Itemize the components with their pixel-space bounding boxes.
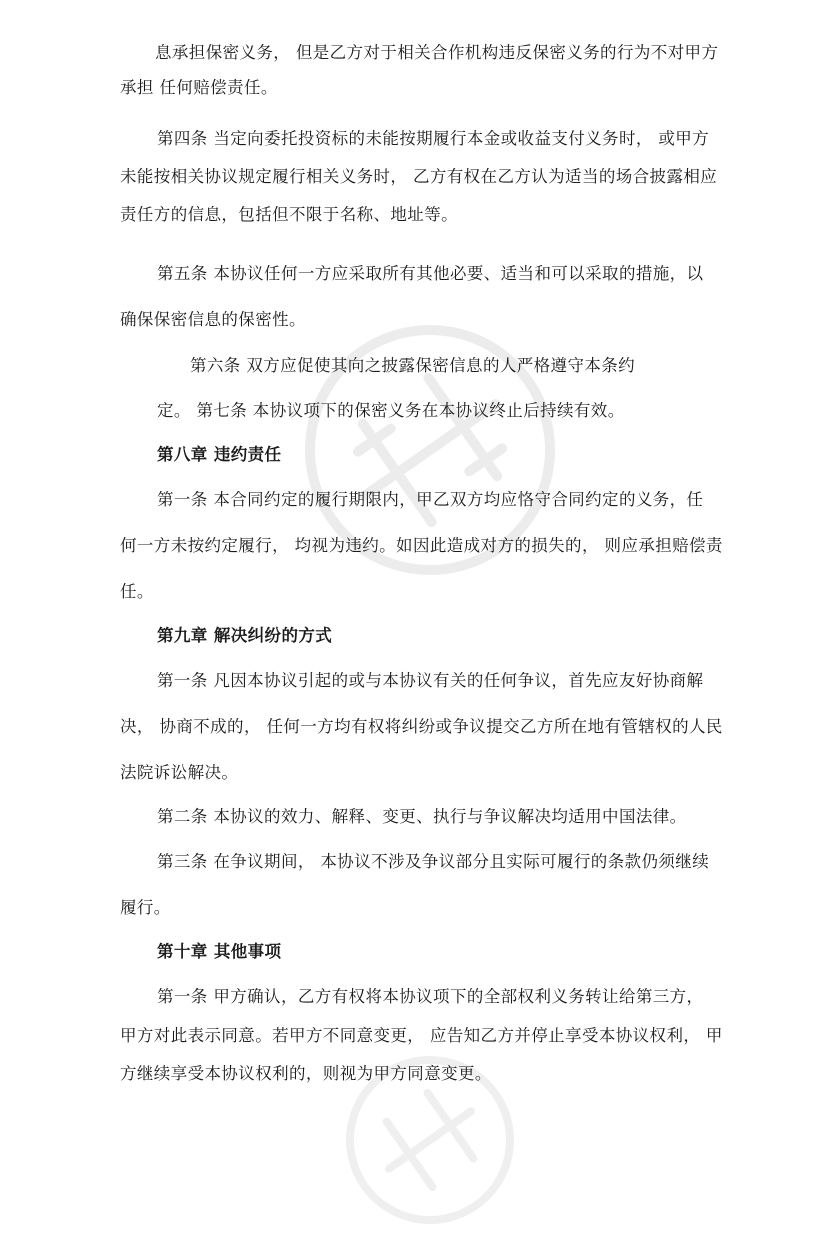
paragraph-line: 第四条 当定向委托投资标的未能按期履行本金或收益支付义务时， 或甲方: [157, 129, 710, 148]
chapter-heading: 第九章 解决纠纷的方式: [157, 626, 333, 645]
paragraph-line: 法院诉讼解决。: [120, 763, 239, 782]
paragraph-line: 承担 任何赔偿责任。: [120, 78, 278, 97]
paragraph-line: 任。: [120, 582, 154, 601]
paragraph-line: 何一方未按约定履行， 均视为违约。如因此造成对方的损失的， 则应承担赔偿责: [120, 536, 723, 555]
paragraph-line: 第一条 甲方确认，乙方有权将本协议项下的全部权利义务转让给第三方，: [157, 987, 704, 1006]
paragraph-line: 第五条 本协议任何一方应采取所有其他必要、适当和可以采取的措施，以: [157, 264, 704, 283]
paragraph-line: 决， 协商不成的， 任何一方均有权将纠纷或争议提交乙方所在地有管辖权的人民: [120, 717, 723, 736]
chapter-heading: 第八章 违约责任: [157, 445, 282, 464]
paragraph-line: 方继续享受本协议权利的，则视为甲方同意变更。: [120, 1064, 492, 1083]
paragraph-line: 甲方对此表示同意。若甲方不同意变更， 应告知乙方并停止享受本协议权利， 甲: [120, 1026, 723, 1045]
paragraph-line: 第二条 本协议的效力、解释、变更、执行与争议解决均适用中国法律。: [157, 807, 687, 826]
paragraph-line: 确保保密信息的保密性。: [120, 310, 306, 329]
paragraph-line: 第一条 本合同约定的履行期限内，甲乙双方均应恪守合同约定的义务，任: [157, 490, 704, 509]
paragraph-line: 息承担保密义务， 但是乙方对于相关合作机构违反保密义务的行为不对甲方: [155, 43, 719, 62]
chapter-heading: 第十章 其他事项: [157, 942, 282, 961]
paragraph-line: 未能按相关协议规定履行相关义务时， 乙方有权在乙方认为适当的场合披露相应: [120, 167, 718, 186]
paragraph-line: 责任方的信息，包括但不限于名称、地址等。: [120, 205, 458, 224]
paragraph-line: 第三条 在争议期间， 本协议不涉及争议部分且实际可履行的条款仍须继续: [157, 852, 710, 871]
paragraph-line: 第一条 凡因本协议引起的或与本协议有关的任何争议，首先应友好协商解: [157, 671, 704, 690]
paragraph-line: 定。 第七条 本协议项下的保密义务在本协议终止后持续有效。: [157, 401, 625, 420]
paragraph-line: 履行。: [120, 898, 171, 917]
paragraph-line: 第六条 双方应促使其向之披露保密信息的人严格遵守本条约: [190, 356, 636, 375]
